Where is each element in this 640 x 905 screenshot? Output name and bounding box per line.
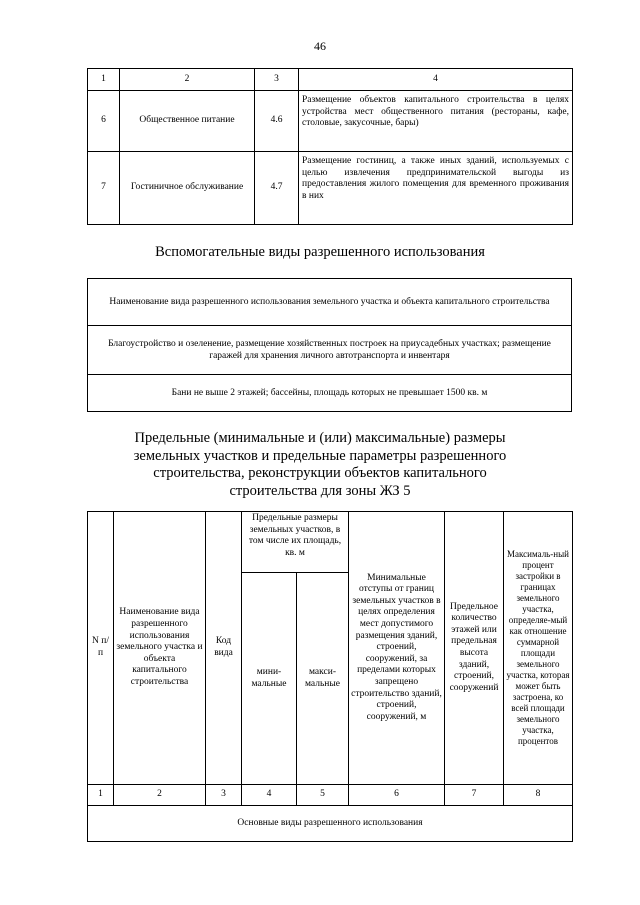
table-row: [88, 91, 573, 152]
column-number: 2: [114, 785, 206, 806]
use-description: Размещение гостиниц, а также иных зданий, используемых с целью извлечения предпринимательской выгоды из предоставления жилого помещения для временного проживания в них: [299, 152, 573, 225]
header-number: N п/п: [88, 512, 114, 785]
auxiliary-uses-heading: Вспомогательные виды разрешенного использования: [155, 244, 485, 260]
header-min: мини-мальные: [242, 573, 297, 785]
page-number: 46: [314, 39, 326, 53]
auxiliary-use-item: Бани не выше 2 этажей; бассейны, площадь которых не превышает 1500 кв. м: [88, 375, 572, 412]
section-row: [88, 806, 573, 842]
use-name: Общественное питание: [120, 91, 255, 152]
header-cell: 3: [255, 69, 299, 91]
auxiliary-uses-table: [87, 278, 572, 412]
column-number: 3: [206, 785, 242, 806]
header-floors: Предельное количество этажей или предельная высота зданий, строений, сооружений: [445, 512, 504, 785]
parameters-table: [87, 511, 573, 842]
row-number: 6: [88, 91, 120, 152]
table-row: [88, 326, 572, 375]
column-number: 8: [504, 785, 573, 806]
header-code: Код вида: [206, 512, 242, 785]
use-description: Размещение объектов капитального строительства в целях устройства мест общественного питания (рестораны, кафе, столовые, закусочные, бары): [299, 91, 573, 152]
column-number: 7: [445, 785, 504, 806]
column-number: 1: [88, 785, 114, 806]
header-plot-size: Предельные размеры земельных участков, в том числе их площадь, кв. м: [242, 512, 349, 573]
header-cell: Наименование вида разрешенного использования земельного участка и объекта капитального строительства: [88, 279, 572, 326]
header-cell: 4: [299, 69, 573, 91]
column-number: 5: [297, 785, 349, 806]
limits-heading: Предельные (минимальные и (или) максимальные) размеры земельных участков и предельные параметры разрешенного строительства, реконструкции объектов капитального строительства для зоны ЖЗ 5: [133, 430, 507, 500]
use-code: 4.7: [255, 152, 299, 225]
use-code: 4.6: [255, 91, 299, 152]
column-number-row: [88, 785, 573, 806]
land-use-table-continued: [87, 68, 573, 225]
header-use-name: Наименование вида разрешенного использования земельного участка и объекта капитального строительства: [114, 512, 206, 785]
row-number: 7: [88, 152, 120, 225]
table-row: [88, 152, 573, 225]
table-header-row: [88, 69, 573, 91]
header-cell: 2: [120, 69, 255, 91]
table-row: [88, 375, 572, 412]
header-cell: 1: [88, 69, 120, 91]
table-header-row: [88, 279, 572, 326]
use-name: Гостиничное обслуживание: [120, 152, 255, 225]
column-number: 4: [242, 785, 297, 806]
header-coverage-percent: Максималь-ный процент застройки в границах земельного участка, определяе-мый как отношение суммарной площади земельного участка, которая может быть застроена, ко всей площади земельного участка, процентов: [504, 512, 573, 785]
column-number: 6: [349, 785, 445, 806]
header-setbacks: Минимальные отступы от границ земельных участков в целях определения мест допустимого размещения зданий, строений, сооружений, за пределами которых запрещено строительство зданий, строений, сооружений, м: [349, 512, 445, 785]
table-header-row: [88, 512, 573, 573]
section-title: Основные виды разрешенного использования: [88, 806, 573, 842]
auxiliary-use-item: Благоустройство и озеленение, размещение хозяйственных построек на приусадебных участках; размещение гаражей для хранения личного автотранспорта и инвентаря: [88, 326, 572, 375]
header-max: макси-мальные: [297, 573, 349, 785]
